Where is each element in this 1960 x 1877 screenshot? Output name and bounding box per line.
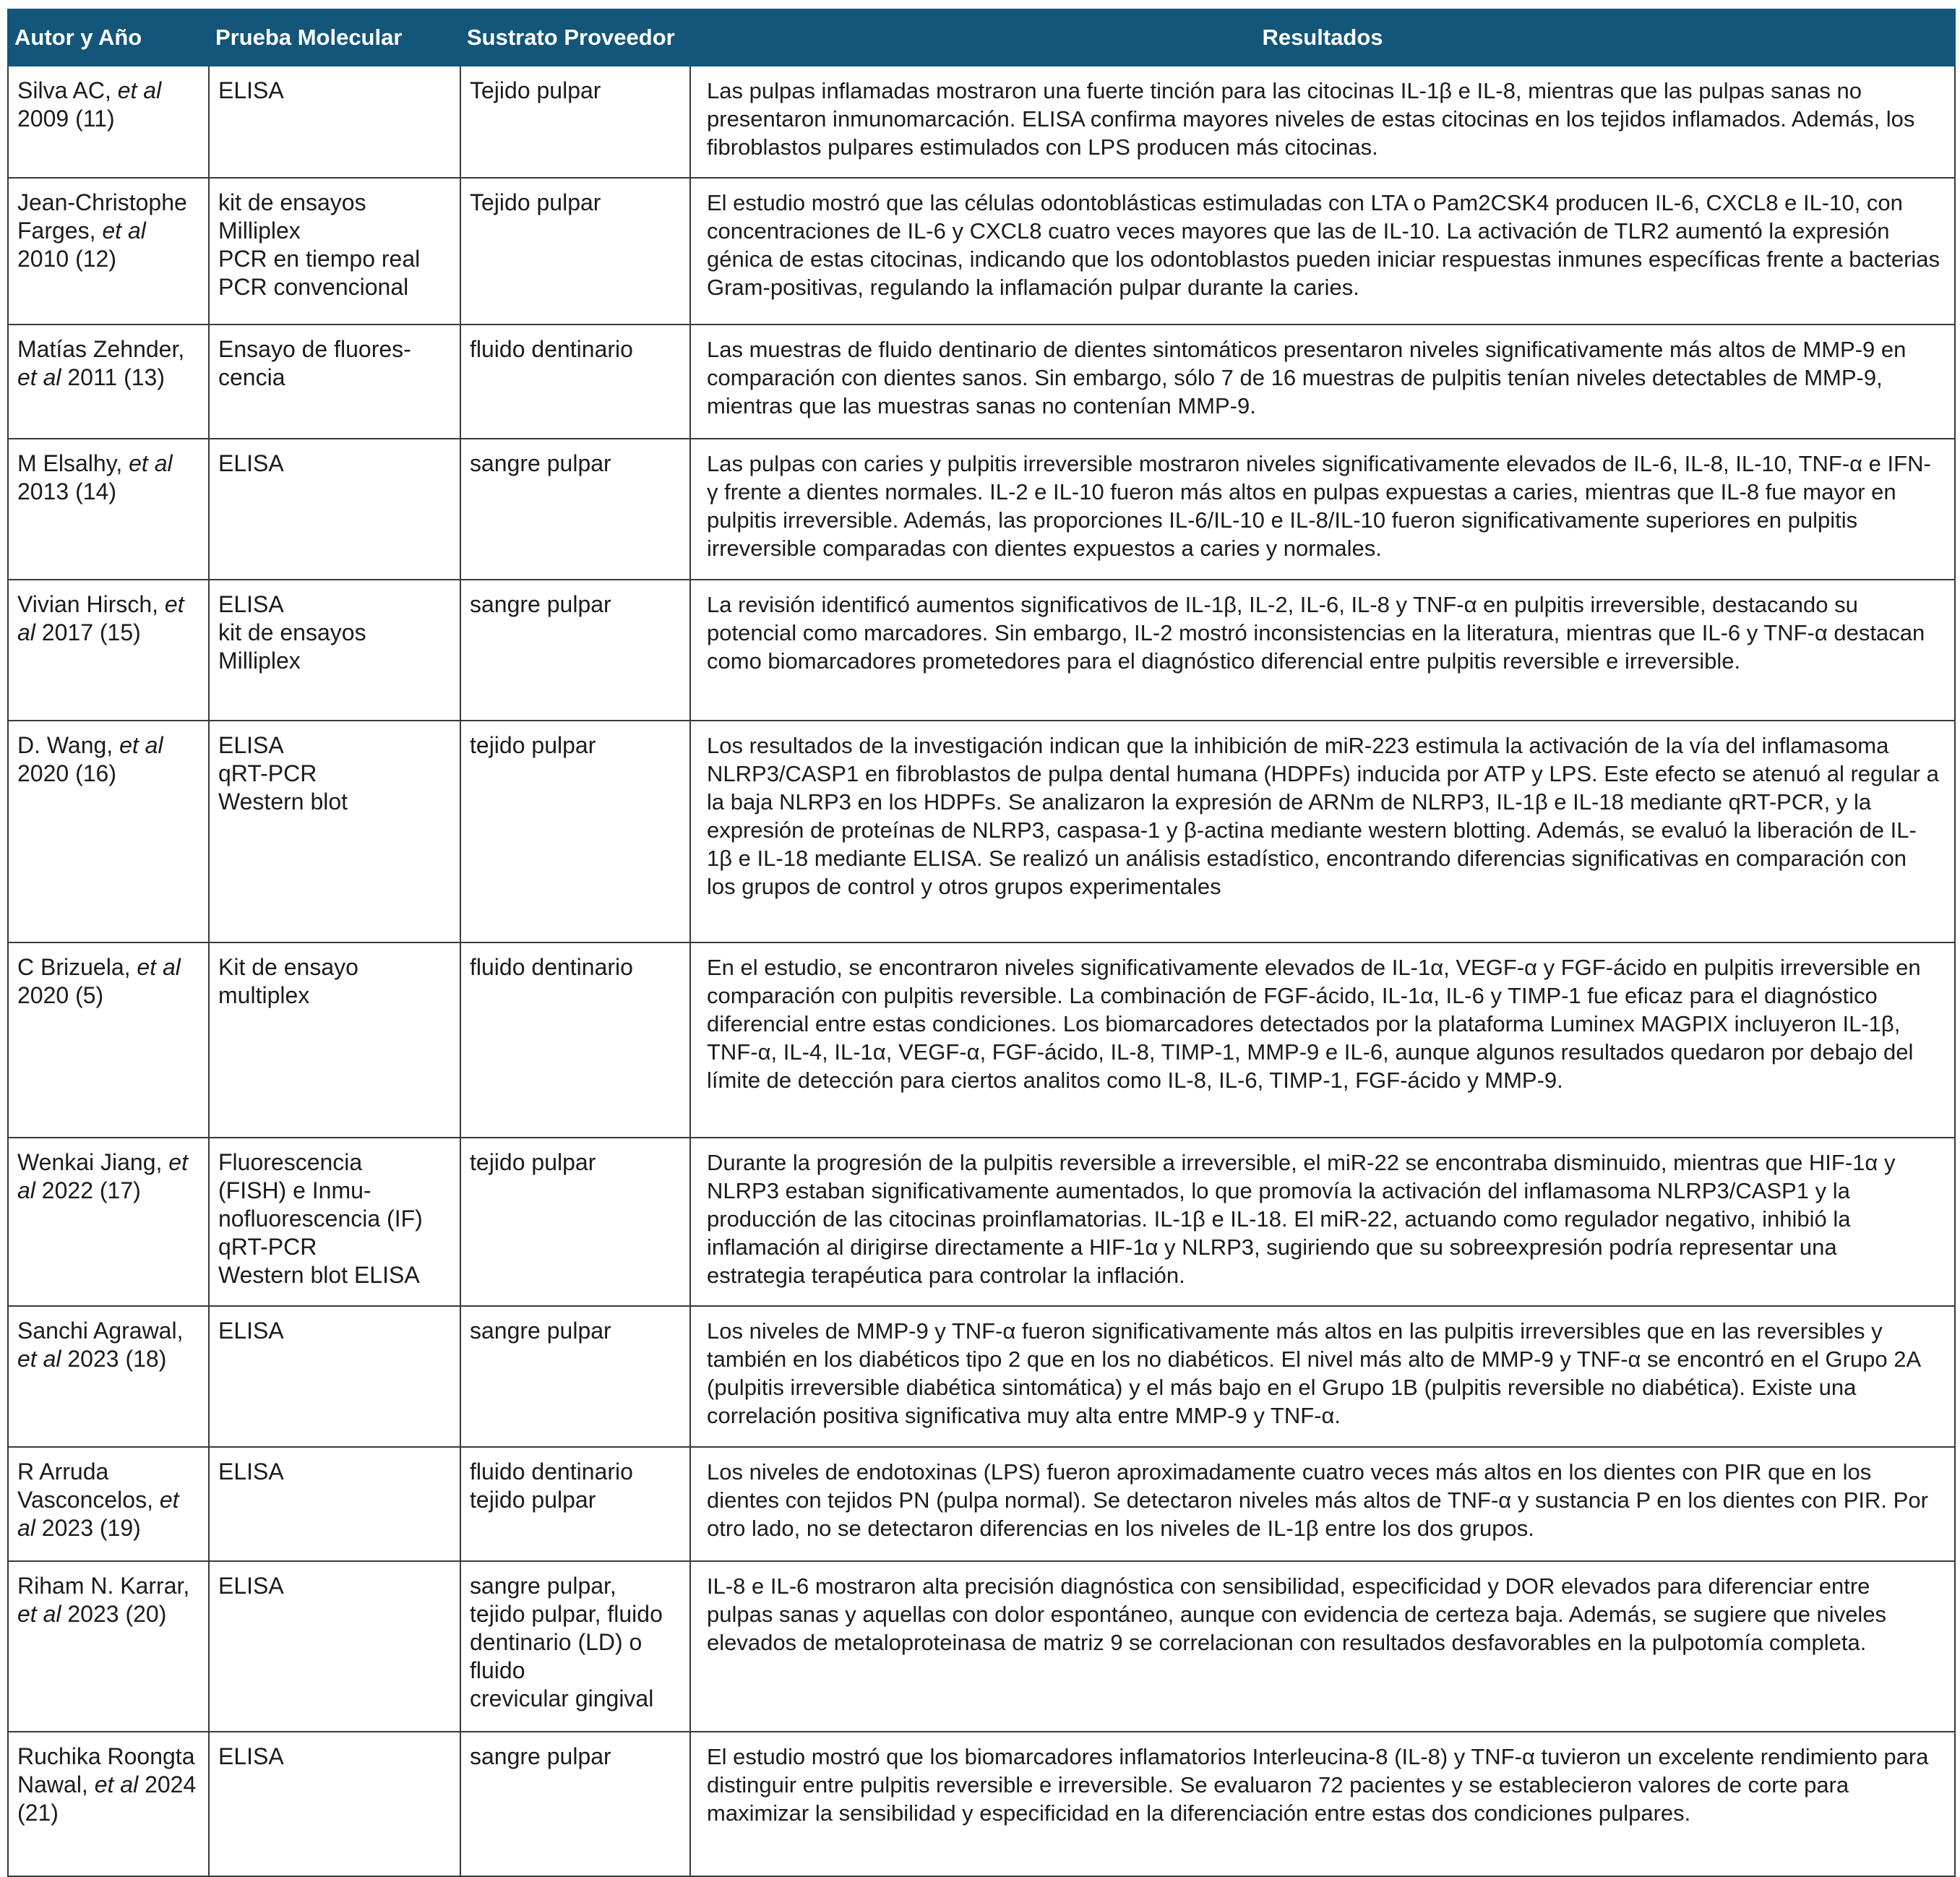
substrate-line: tejido pulpar, fluido bbox=[470, 1601, 663, 1627]
molecular-test-line: ELISA bbox=[218, 77, 284, 103]
molecular-test-line: Ensayo de fluores- bbox=[218, 336, 411, 362]
author-et-al: et al bbox=[17, 591, 184, 645]
author-cell bbox=[8, 1732, 209, 1876]
table-row bbox=[8, 942, 1955, 1138]
author-et-al: et al bbox=[137, 954, 181, 980]
author-year-ref: 2023 (18) bbox=[61, 1346, 167, 1372]
substrate-line: sangre pulpar, bbox=[470, 1573, 616, 1599]
substrate-line: Tejido pulpar bbox=[470, 77, 601, 103]
substrate-line: sangre pulpar bbox=[470, 450, 611, 476]
molecular-test-cell bbox=[209, 439, 460, 580]
author-et-al: et al bbox=[17, 1487, 179, 1541]
header-results: Resultados bbox=[690, 9, 1955, 66]
substrate-cell bbox=[460, 580, 690, 721]
author-year-ref: 2009 (11) bbox=[17, 106, 115, 132]
author-year-ref: 2020 (5) bbox=[17, 982, 104, 1008]
author-cell bbox=[8, 439, 209, 580]
author-name: C Brizuela, bbox=[17, 954, 137, 980]
author-cell bbox=[8, 942, 209, 1138]
author-year-ref: 2023 (20) bbox=[61, 1601, 167, 1627]
results-cell: Los resultados de la investigación indican que la inhibición de miR-223 estimula la activación de la vía del inflamasoma NLRP3/CASP1 en fibroblastos de pulpa dental humana (HDPFs) inducida por ATP y LPS. Este efecto se atenuó al regular a la baja NLRP3 en los HDPFs. Se analizaron la expresión de ARNm de NLRP3, IL-1β e IL-18 mediante qRT-PCR, y la expresión de proteínas de NLRP3, caspasa-1 y β-actina mediante western blotting. Además, se evaluó la liberación de IL-1β e IL-18 mediante ELISA. Se realizó un análisis estadístico, encontrando diferencias significativas en comparación con los grupos de control y otros grupos experimentales bbox=[690, 721, 1955, 942]
table-row bbox=[8, 1561, 1955, 1732]
substrate-line: dentinario (LD) o bbox=[470, 1629, 642, 1655]
substrate-cell bbox=[460, 1561, 690, 1732]
molecular-test-line: ELISA bbox=[218, 1573, 284, 1599]
author-et-al: et al bbox=[17, 364, 61, 390]
molecular-test-line: kit de ensayos bbox=[218, 189, 366, 215]
molecular-test-line: kit de ensayos bbox=[218, 619, 366, 645]
molecular-test-cell bbox=[209, 721, 460, 942]
molecular-test-cell bbox=[209, 325, 460, 439]
substrate-line: fluido dentinario bbox=[470, 1459, 633, 1485]
author-name: Vivian Hirsch, bbox=[17, 591, 165, 617]
molecular-test-line: PCR convencional bbox=[218, 274, 409, 300]
molecular-test-cell bbox=[209, 178, 460, 325]
results-cell: El estudio mostró que las células odontoblásticas estimuladas con LTA o Pam2CSK4 producen IL-6, CXCL8 e IL-10, con concentraciones de IL-6 y CXCL8 cuatro veces mayores que las de IL-10. La activación de TLR2 aumentó la expresión génica de estas citocinas, indicando que los odontoblastos pueden iniciar respuestas inmunes específicas frente a bacterias Gram-positivas, regulando la inflamación pulpar durante la caries. bbox=[690, 178, 1955, 325]
molecular-test-cell bbox=[209, 1732, 460, 1876]
results-cell: IL-8 e IL-6 mostraron alta precisión diagnóstica con sensibilidad, especificidad y DOR elevados para diferenciar entre pulpas sanas y aquellas con dolor espontáneo, aunque con evidencia de certeza baja. Además, se sugiere que niveles elevados de metaloproteinasa de matriz 9 se correlacionan con resultados desfavorables en la pulpotomía completa. bbox=[690, 1561, 1955, 1732]
author-et-al: et al bbox=[17, 1346, 61, 1372]
results-cell: Los niveles de endotoxinas (LPS) fueron aproximadamente cuatro veces más altos en los dientes con PIR que en los dientes con tejidos PN (pulpa normal). Se detectaron niveles más altos de TNF-α y sustancia P en los dientes con PIR. Por otro lado, no se detectaron diferencias en los niveles de IL-1β entre los dos grupos. bbox=[690, 1447, 1955, 1561]
author-et-al: et al bbox=[102, 218, 146, 244]
substrate-line: sangre pulpar bbox=[470, 1318, 611, 1344]
results-cell: Las muestras de fluido dentinario de dientes sintomáticos presentaron niveles significativamente más altos de MMP-9 en comparación con dientes sanos. Sin embargo, sólo 7 de 16 muestras de pulpitis tenían niveles detectables de MMP-9, mientras que las muestras sanas no contenían MMP-9. bbox=[690, 325, 1955, 439]
substrate-cell bbox=[460, 721, 690, 942]
results-cell: En el estudio, se encontraron niveles significativamente elevados de IL-1α, VEGF-α y FGF-ácido en pulpitis irreversible en comparación con pulpitis reversible. La combinación de FGF-ácido, IL-1α, IL-6 y TIMP-1 fue eficaz para el diagnóstico diferencial entre estas condiciones. Los biomarcadores detectados por la plataforma Luminex MAGPIX incluyeron IL-1β, TNF-α, IL-4, IL-1α, VEGF-α, FGF-ácido, IL-8, TIMP-1, MMP-9 e IL-6, aunque algunos resultados quedaron por debajo del límite de detección para ciertos analitos como IL-8, IL-6, TIMP-1, FGF-ácido y MMP-9. bbox=[690, 942, 1955, 1138]
author-cell bbox=[8, 1447, 209, 1561]
results-table-container bbox=[7, 9, 1954, 1877]
molecular-test-cell bbox=[209, 1561, 460, 1732]
molecular-test-line: qRT-PCR bbox=[218, 1234, 317, 1260]
results-cell: La revisión identificó aumentos significativos de IL-1β, IL-2, IL-6, IL-8 y TNF-α en pulpitis irreversible, destacando su potencial como marcadores. Sin embargo, IL-2 mostró inconsistencias en la literatura, mientras que IL-6 y TNF-α destacan como biomarcadores prometedores para el diagnóstico diferencial entre pulpitis reversible e irreversible. bbox=[690, 580, 1955, 721]
substrate-cell bbox=[460, 66, 690, 178]
molecular-test-line: ELISA bbox=[218, 1743, 284, 1769]
author-name: Wenkai Jiang, bbox=[17, 1149, 169, 1175]
author-year-ref: 2011 (13) bbox=[61, 364, 165, 390]
results-cell: Las pulpas inflamadas mostraron una fuerte tinción para las citocinas IL-1β e IL-8, mientras que las pulpas sanas no presentaron inmunomarcación. ELISA confirma mayores niveles de estas citocinas en los tejidos inflamados. Además, los fibroblastos pulpares estimulados con LPS producen más citocinas. bbox=[690, 66, 1955, 178]
author-name: D. Wang, bbox=[17, 732, 120, 758]
substrate-cell bbox=[460, 1447, 690, 1561]
molecular-test-line: multiplex bbox=[218, 982, 310, 1008]
substrate-cell bbox=[460, 439, 690, 580]
substrate-line: Tejido pulpar bbox=[470, 189, 601, 215]
table-row bbox=[8, 325, 1955, 439]
table-row bbox=[8, 1732, 1955, 1876]
studies-table bbox=[7, 9, 1956, 1877]
author-cell bbox=[8, 178, 209, 325]
author-year-ref: 2013 (14) bbox=[17, 478, 116, 504]
author-name: Sanchi Agrawal, bbox=[17, 1318, 184, 1344]
molecular-test-line: ELISA bbox=[218, 732, 284, 758]
results-cell: Durante la progresión de la pulpitis reversible a irreversible, el miR-22 se encontraba disminuido, mientras que HIF-1α y NLRP3 estaban significativamente aumentados, lo que promovía la activación del inflamasoma NLRP3/CASP1 y la producción de las citocinas proinflamatorias. IL-1β e IL-18. El miR-22, actuando como regulador negativo, inhibió la inflamación al dirigirse directamente a HIF-1α y NLRP3, sugiriendo que su sobreexpresión podría representar una estrategia terapéutica para controlar la inflación. bbox=[690, 1138, 1955, 1306]
molecular-test-line: Fluorescencia bbox=[218, 1149, 363, 1175]
substrate-cell bbox=[460, 1732, 690, 1876]
molecular-test-cell bbox=[209, 66, 460, 178]
table-row bbox=[8, 178, 1955, 325]
molecular-test-line: Western blot ELISA bbox=[218, 1262, 420, 1288]
author-year-ref: 2023 (19) bbox=[35, 1515, 141, 1541]
molecular-test-line: ELISA bbox=[218, 1459, 284, 1485]
author-year-ref: 2020 (16) bbox=[17, 760, 116, 786]
substrate-line: tejido pulpar bbox=[470, 1487, 596, 1513]
substrate-line: sangre pulpar bbox=[470, 591, 611, 617]
author-year-ref: 2017 (15) bbox=[35, 619, 141, 645]
table-row bbox=[8, 1447, 1955, 1561]
molecular-test-line: PCR en tiempo real bbox=[218, 246, 421, 272]
author-et-al: et al bbox=[117, 77, 162, 103]
author-year-ref: 2022 (17) bbox=[35, 1177, 141, 1203]
molecular-test-line: Kit de ensayo bbox=[218, 954, 358, 980]
table-row bbox=[8, 721, 1955, 942]
substrate-line: fluido dentinario bbox=[470, 336, 633, 362]
substrate-line: fluido dentinario bbox=[470, 954, 633, 980]
header-author: Autor y Año bbox=[8, 9, 209, 66]
author-et-al: et al bbox=[17, 1149, 188, 1203]
header-substrate: Sustrato Proveedor bbox=[460, 9, 690, 66]
table-row bbox=[8, 66, 1955, 178]
author-name: Riham N. Karrar, bbox=[17, 1573, 190, 1599]
molecular-test-line: nofluorescencia (IF) bbox=[218, 1206, 423, 1232]
substrate-line: tejido pulpar bbox=[470, 1149, 596, 1175]
substrate-cell bbox=[460, 942, 690, 1138]
substrate-line: crevicular gingival bbox=[470, 1685, 654, 1711]
molecular-test-line: ELISA bbox=[218, 1318, 284, 1344]
molecular-test-cell bbox=[209, 1138, 460, 1306]
author-name: M Elsalhy, bbox=[17, 450, 129, 476]
header-molecular-test: Prueba Molecular bbox=[209, 9, 460, 66]
results-cell: El estudio mostró que los biomarcadores inflamatorios Interleucina-8 (IL-8) y TNF-α tuvieron un excelente rendimiento para distinguir entre pulpitis reversible e irreversible. Se evaluaron 72 pacientes y se establecieron valores de corte para maximizar la sensibilidad y especificidad en la diferenciación entre estas dos condiciones pulpares. bbox=[690, 1732, 1955, 1876]
author-name: Jean-Christophe Farges, bbox=[17, 189, 187, 244]
molecular-test-line: qRT-PCR bbox=[218, 760, 317, 786]
author-cell bbox=[8, 325, 209, 439]
molecular-test-cell bbox=[209, 1447, 460, 1561]
table-row bbox=[8, 580, 1955, 721]
table-header bbox=[8, 9, 1955, 66]
molecular-test-line: cencia bbox=[218, 364, 285, 390]
author-year-ref: 2010 (12) bbox=[17, 246, 116, 272]
author-cell bbox=[8, 66, 209, 178]
molecular-test-line: Milliplex bbox=[218, 648, 301, 674]
author-cell bbox=[8, 1561, 209, 1732]
substrate-cell bbox=[460, 325, 690, 439]
molecular-test-cell bbox=[209, 1306, 460, 1447]
header-row bbox=[8, 9, 1955, 66]
author-name: R Arruda Vasconcelos, bbox=[17, 1459, 160, 1513]
author-name: Matías Zehnder, bbox=[17, 336, 185, 362]
molecular-test-line: Western blot bbox=[218, 789, 348, 815]
author-et-al: et al bbox=[17, 1601, 61, 1627]
table-body bbox=[8, 66, 1955, 1876]
results-cell: Las pulpas con caries y pulpitis irreversible mostraron niveles significativamente elevados de IL-6, IL-8, IL-10, TNF-α e IFN-γ frente a dientes normales. IL-2 e IL-10 fueron más altos en pulpas expuestas a caries, mientras que IL-8 fue mayor en pulpitis irreversible. Además, las proporciones IL-6/IL-10 e IL-8/IL-10 fueron significativamente superiores en pulpitis irreversible comparadas con dientes expuestos a caries y normales. bbox=[690, 439, 1955, 580]
substrate-line: fluido bbox=[470, 1657, 525, 1683]
substrate-line: sangre pulpar bbox=[470, 1743, 611, 1769]
author-year-ref: 2024 (21) bbox=[17, 1771, 197, 1826]
substrate-cell bbox=[460, 1138, 690, 1306]
molecular-test-line: Milliplex bbox=[218, 218, 301, 244]
author-cell bbox=[8, 580, 209, 721]
author-cell bbox=[8, 1138, 209, 1306]
author-name: Ruchika Roongta Nawal, bbox=[17, 1743, 195, 1797]
substrate-cell bbox=[460, 1306, 690, 1447]
molecular-test-line: ELISA bbox=[218, 450, 284, 476]
table-row bbox=[8, 439, 1955, 580]
molecular-test-line: (FISH) e Inmu- bbox=[218, 1177, 371, 1203]
author-et-al: et al bbox=[119, 732, 163, 758]
table-row bbox=[8, 1138, 1955, 1306]
author-et-al: et al bbox=[94, 1771, 139, 1797]
author-cell bbox=[8, 721, 209, 942]
author-name: Silva AC, bbox=[17, 77, 118, 103]
substrate-cell bbox=[460, 178, 690, 325]
results-cell: Los niveles de MMP-9 y TNF-α fueron significativamente más altos en las pulpitis irreversibles que en las reversibles y también en los diabéticos tipo 2 que en los no diabéticos. El nivel más alto de MMP-9 y TNF-α se encontró en el Grupo 2A (pulpitis irreversible diabética sintomática) y el más bajo en el Grupo 1B (pulpitis reversible no diabética). Existe una correlación positiva significativa muy alta entre MMP-9 y TNF-α. bbox=[690, 1306, 1955, 1447]
author-cell bbox=[8, 1306, 209, 1447]
molecular-test-line: ELISA bbox=[218, 591, 284, 617]
molecular-test-cell bbox=[209, 942, 460, 1138]
substrate-line: tejido pulpar bbox=[470, 732, 596, 758]
molecular-test-cell bbox=[209, 580, 460, 721]
table-row bbox=[8, 1306, 1955, 1447]
author-et-al: et al bbox=[129, 450, 173, 476]
